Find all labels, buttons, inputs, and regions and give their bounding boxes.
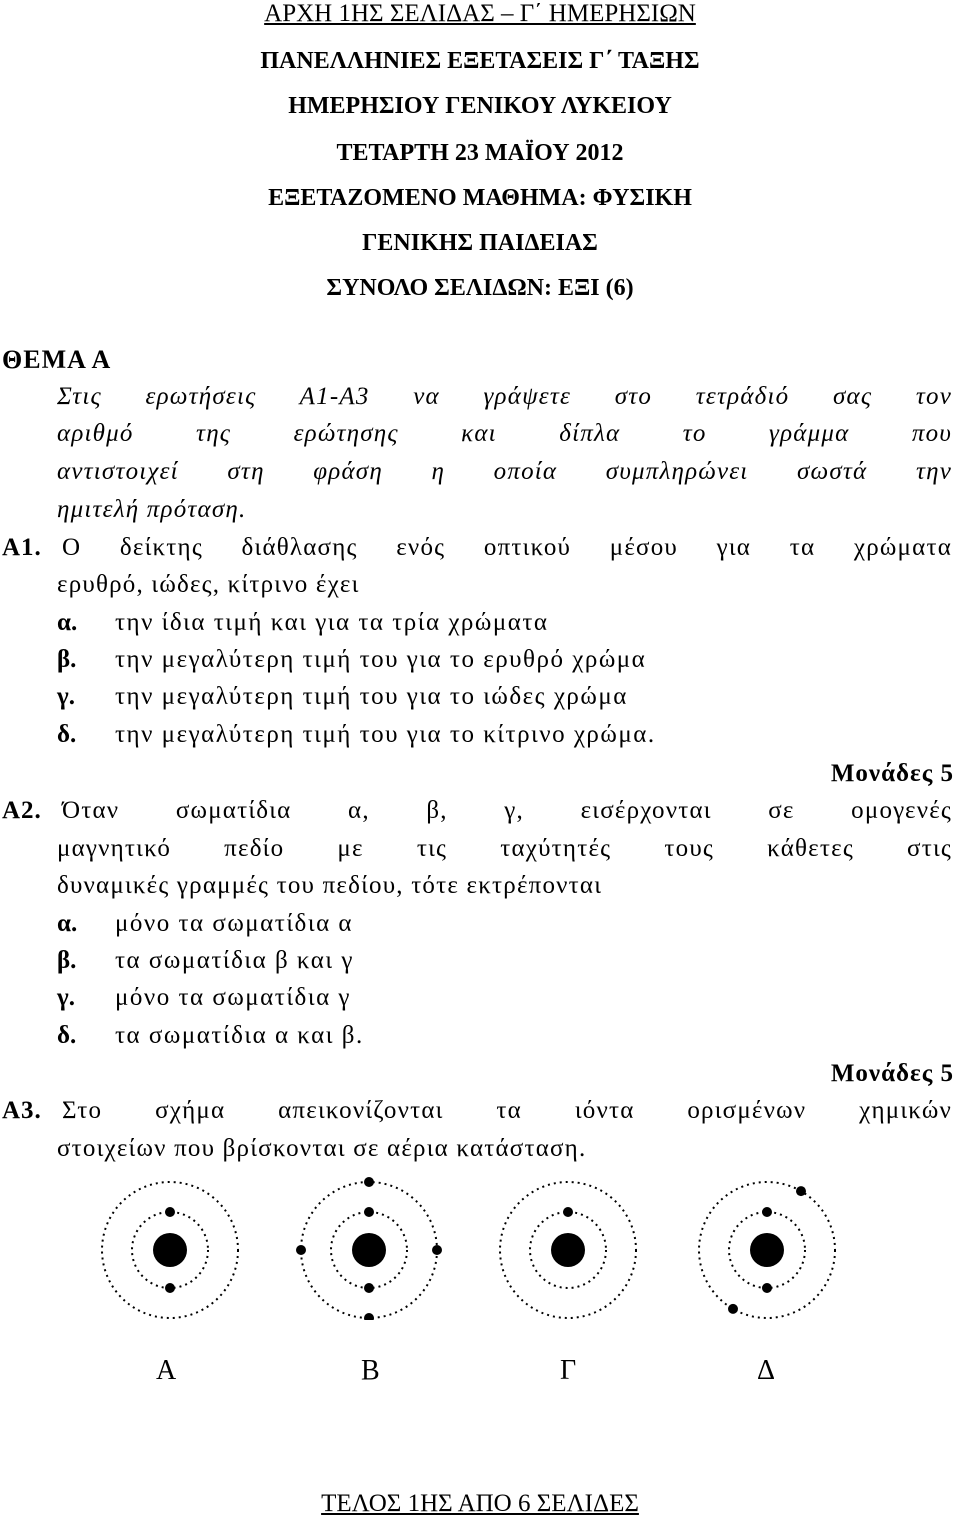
electron bbox=[364, 1283, 374, 1293]
electron bbox=[364, 1313, 374, 1320]
a2-option-text: τα σωματίδια α και β. bbox=[115, 1022, 364, 1049]
a2-option-label: α. bbox=[57, 910, 78, 937]
theme-intro-line1: Στις ερωτήσεις Α1-Α3 να γράψετε στο τετράδιό σας τον bbox=[57, 383, 952, 410]
nucleus bbox=[153, 1233, 187, 1267]
atom-label-b: Β bbox=[361, 1355, 380, 1386]
page-header-top: ΑΡΧΗ 1ΗΣ ΣΕΛΙΔΑΣ – Γ΄ ΗΜΕΡΗΣΙΩΝ bbox=[264, 0, 696, 27]
a1-option-label: α. bbox=[57, 609, 78, 636]
electron bbox=[796, 1186, 806, 1196]
a1-option-label: δ. bbox=[57, 721, 77, 748]
theme-intro-line2: αριθμό της ερώτησης και δίπλα το γράμμα που bbox=[57, 420, 952, 447]
question-a1-text-line1: Ο δείκτης διάθλασης ενός οπτικού μέσου για τα χρώματα bbox=[62, 534, 952, 561]
electron bbox=[364, 1207, 374, 1217]
ion-diagram bbox=[0, 1170, 960, 1320]
question-a3-text-line2: στοιχείων που βρίσκονται σε αέρια κατάσταση. bbox=[57, 1135, 587, 1162]
atom-label-d: Δ bbox=[757, 1355, 776, 1386]
a1-points: Μονάδες 5 bbox=[830, 760, 954, 787]
page-footer: ΤΕΛΟΣ 1ΗΣ ΑΠΟ 6 ΣΕΛΙΔΕΣ bbox=[321, 1490, 639, 1517]
electron bbox=[432, 1245, 442, 1255]
a1-option-text: την μεγαλύτερη τιμή του για το ιώδες χρώμα bbox=[115, 683, 628, 710]
theme-intro-line3: αντιστοιχεί στη φράση η οποία συμπληρώνει σωστά την bbox=[57, 458, 952, 485]
question-a2-number: Α2. bbox=[2, 797, 42, 824]
atom-label-a: Α bbox=[156, 1355, 177, 1386]
exam-subject-2: ΓΕΝΙΚΗΣ ΠΑΙΔΕΙΑΣ bbox=[362, 230, 598, 256]
question-a2-text-line1: Όταν σωματίδια α, β, γ, εισέρχονται σε ομογενές bbox=[62, 797, 952, 824]
question-a3-number: Α3. bbox=[2, 1097, 42, 1124]
exam-title-line2: ΗΜΕΡΗΣΙΟΥ ΓΕΝΙΚΟΥ ΛΥΚΕΙΟΥ bbox=[288, 93, 672, 119]
question-a3-text-line1: Στο σχήμα απεικονίζονται τα ιόντα ορισμένων χημικών bbox=[62, 1097, 952, 1124]
exam-subject: ΕΞΕΤΑΖΟΜΕΝΟ ΜΑΘΗΜΑ: ΦΥΣΙΚΗ bbox=[268, 185, 692, 211]
nucleus bbox=[551, 1233, 585, 1267]
exam-page-count: ΣΥΝΟΛΟ ΣΕΛΙΔΩΝ: ΕΞΙ (6) bbox=[326, 275, 634, 301]
a1-option-text: την μεγαλύτερη τιμή του για το ερυθρό χρώμα bbox=[115, 646, 647, 673]
electron bbox=[165, 1207, 175, 1217]
atom-label-c: Γ bbox=[560, 1355, 577, 1386]
a2-option-label: γ. bbox=[57, 984, 75, 1011]
a2-points: Μονάδες 5 bbox=[830, 1060, 954, 1087]
exam-title-line1: ΠΑΝΕΛΛΗΝΙΕΣ ΕΞΕΤΑΣΕΙΣ Γ΄ ΤΑΞΗΣ bbox=[260, 48, 700, 74]
question-a1-number: Α1. bbox=[2, 534, 42, 561]
exam-date: ΤΕΤΑΡΤΗ 23 ΜΑΪΟΥ 2012 bbox=[336, 140, 624, 166]
nucleus bbox=[352, 1233, 386, 1267]
electron bbox=[563, 1207, 573, 1217]
a1-option-label: γ. bbox=[57, 683, 75, 710]
a2-option-label: β. bbox=[57, 947, 77, 974]
electron bbox=[296, 1245, 306, 1255]
question-a2-text-line3: δυναμικές γραμμές του πεδίου, τότε εκτρέπονται bbox=[57, 872, 603, 899]
electron bbox=[762, 1207, 772, 1217]
electron bbox=[165, 1283, 175, 1293]
a2-option-text: τα σωματίδια β και γ bbox=[115, 947, 354, 974]
a1-option-label: β. bbox=[57, 646, 77, 673]
a2-option-text: μόνο τα σωματίδια γ bbox=[115, 984, 351, 1011]
electron bbox=[762, 1283, 772, 1293]
a1-option-text: την μεγαλύτερη τιμή του για το κίτρινο χρώμα. bbox=[115, 721, 656, 748]
theme-intro-line4: ημιτελή πρόταση. bbox=[57, 496, 247, 523]
question-a1-text-line2: ερυθρό, ιώδες, κίτρινο έχει bbox=[57, 571, 360, 598]
electron bbox=[364, 1177, 374, 1187]
nucleus bbox=[750, 1233, 784, 1267]
a2-option-text: μόνο τα σωματίδια α bbox=[115, 910, 354, 937]
question-a2-text-line2: μαγνητικό πεδίο με τις ταχύτητές τους κάθετες στις bbox=[57, 835, 952, 862]
electron bbox=[728, 1304, 738, 1314]
a2-option-label: δ. bbox=[57, 1022, 77, 1049]
a1-option-text: την ίδια τιμή και για τα τρία χρώματα bbox=[115, 609, 549, 636]
theme-title: ΘΕΜΑ Α bbox=[2, 345, 112, 374]
